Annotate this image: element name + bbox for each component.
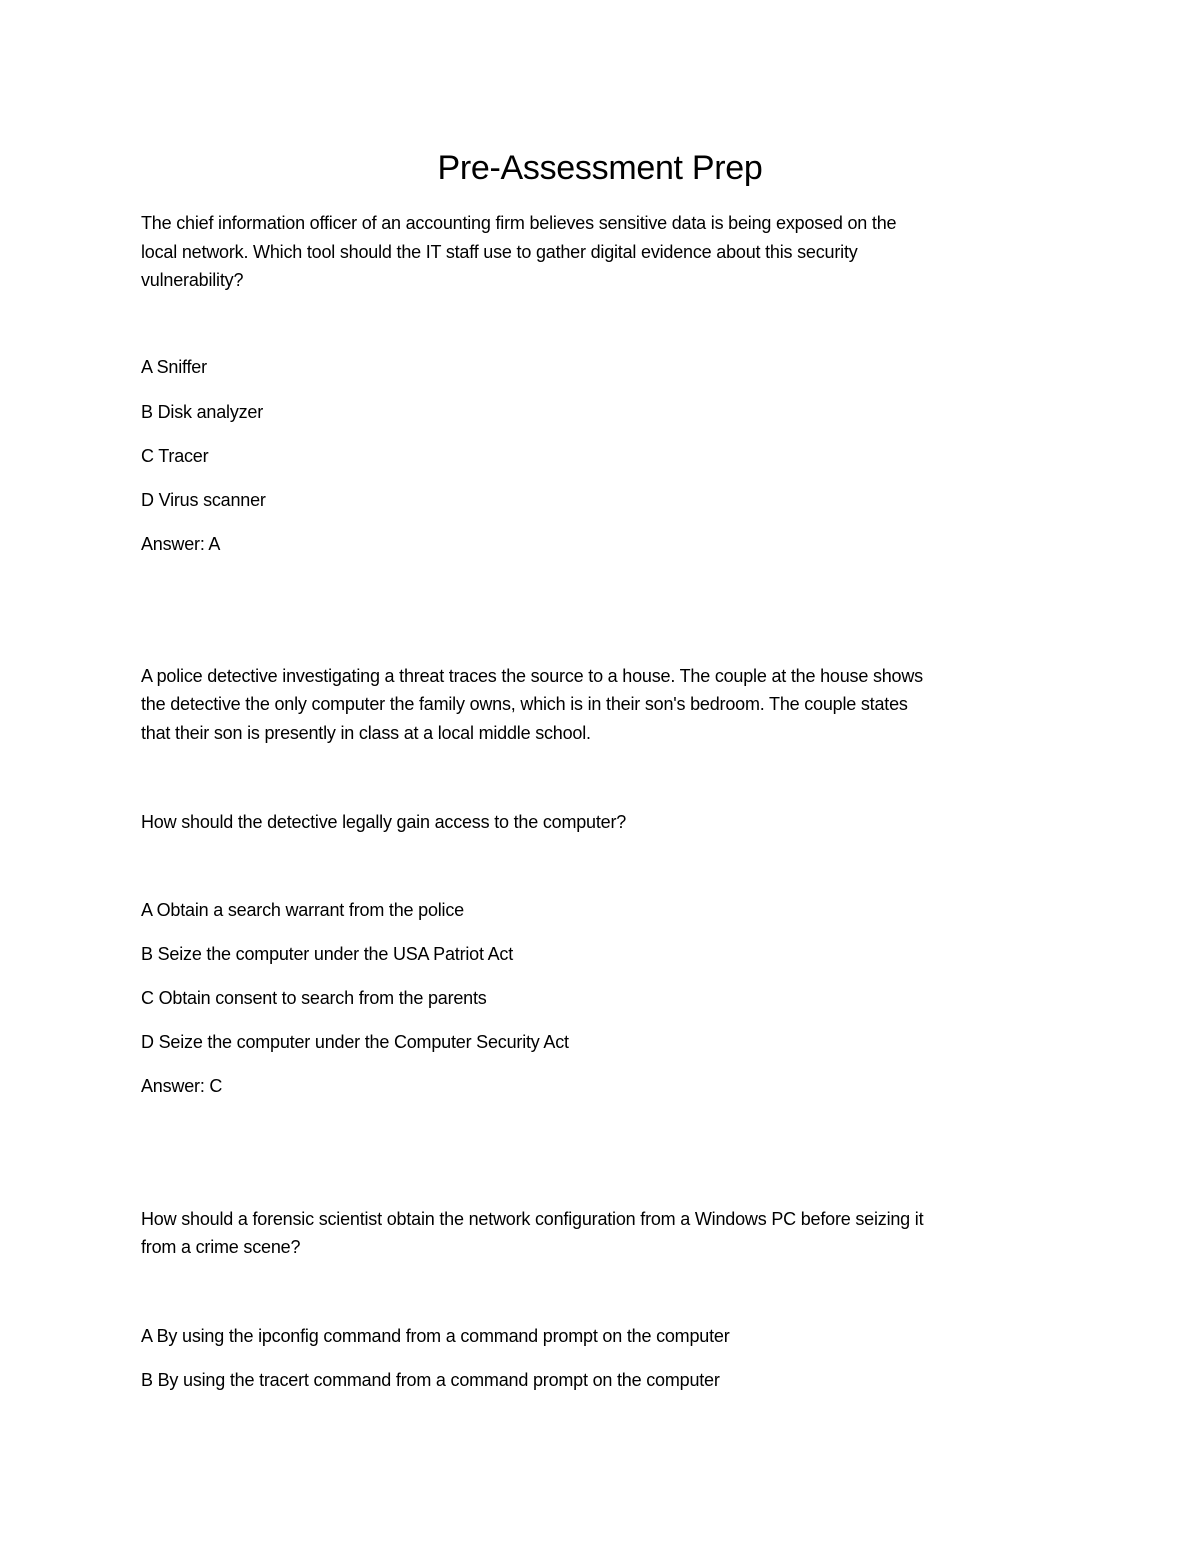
question-2-option-a: A Obtain a search warrant from the police xyxy=(141,900,464,920)
question-1-stem-line-2: local network. Which tool should the IT staff use to gather digital evidence about this security xyxy=(141,242,858,262)
question-1-option-b: B Disk analyzer xyxy=(141,402,264,422)
question-1-option-d: D Virus scanner xyxy=(141,490,266,510)
question-3-option-b: B By using the tracert command from a command prompt on the computer xyxy=(141,1370,720,1390)
question-1-option-c: C Tracer xyxy=(141,446,209,466)
question-1-stem-line-1: The chief information officer of an accounting firm believes sensitive data is being exposed on the xyxy=(141,213,897,233)
question-3-stem-line-2: from a crime scene? xyxy=(141,1237,301,1257)
question-2-option-d: D Seize the computer under the Computer Security Act xyxy=(141,1032,569,1052)
question-2-stem-line-2: the detective the only computer the family owns, which is in their son's bedroom. The couple states xyxy=(141,694,908,714)
question-2-stem-line-1: A police detective investigating a threat traces the source to a house. The couple at the house shows xyxy=(141,666,923,686)
question-3-option-a: A By using the ipconfig command from a command prompt on the computer xyxy=(141,1326,730,1346)
question-3-stem-line-1: How should a forensic scientist obtain the network configuration from a Windows PC before seizing it xyxy=(141,1209,924,1229)
question-2-option-b: B Seize the computer under the USA Patriot Act xyxy=(141,944,514,964)
question-1-stem-line-3: vulnerability? xyxy=(141,270,244,290)
page-title: Pre-Assessment Prep xyxy=(437,149,763,187)
question-2-option-c: C Obtain consent to search from the parents xyxy=(141,988,487,1008)
question-2-prompt: How should the detective legally gain access to the computer? xyxy=(141,812,627,832)
question-2-answer: Answer: C xyxy=(141,1076,223,1096)
question-2-stem-line-3: that their son is presently in class at a local middle school. xyxy=(141,723,591,743)
question-1-answer: Answer: A xyxy=(141,534,221,554)
question-1-option-a: A Sniffer xyxy=(141,357,207,377)
